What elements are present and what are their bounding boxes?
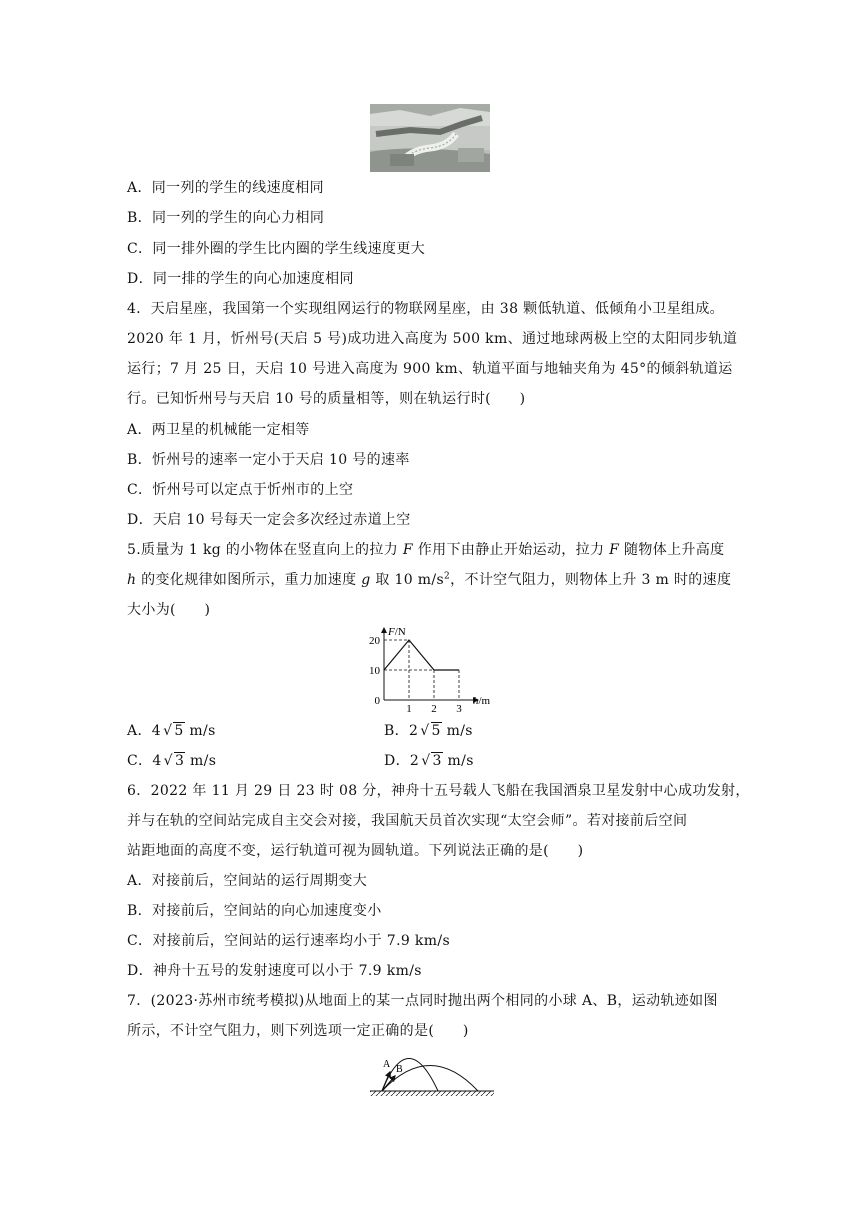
students-formation-photo bbox=[370, 104, 490, 172]
q6-option-d: D．神舟十五号的发射速度可以小于 7.9 km/s bbox=[127, 963, 422, 979]
x-tick-3: 3 bbox=[456, 703, 462, 715]
y-axis-label: F/N bbox=[388, 626, 406, 638]
y-tick-20: 20 bbox=[369, 635, 380, 647]
ball-a-label: A bbox=[383, 1059, 391, 1070]
q5-option-b: B．2 √ 5 m/s bbox=[384, 723, 473, 739]
q3-option-c: C．同一排外圈的学生比内圈的学生线速度更大 bbox=[127, 241, 426, 257]
y-tick-10: 10 bbox=[369, 665, 380, 677]
q6-option-b: B．对接前后，空间站的向心加速度变小 bbox=[127, 903, 382, 919]
q4-stem-line-1: 4．天启星座，我国第一个实现组网运行的物联网星座，由 38 颗低轨道、低倾角小卫星组成。 bbox=[127, 301, 725, 317]
q5-stem-line-1: 5.质量为 1 kg 的小物体在竖直向上的拉力 F 作用下由静止开始运动，拉力 F 随物体上升高度 bbox=[127, 542, 725, 558]
q6-option-c: C．对接前后，空间站的运行速率均小于 7.9 km/s bbox=[127, 933, 450, 949]
q6-stem-line-3: 站距地面的高度不变，运行轨道可视为圆轨道。下列说法正确的是( ) bbox=[127, 843, 584, 859]
x-tick-2: 2 bbox=[431, 703, 437, 715]
q4-option-d: D．天启 10 号每天一定会多次经过赤道上空 bbox=[127, 512, 411, 528]
q5-stem-line-2: h 的变化规律如图所示，重力加速度 g 取 10 $m/s^2$，不计空气阻力，则物体上升 3 m 时的速度 bbox=[127, 571, 732, 588]
q5-option-a: A．4 √ 5 m/s bbox=[127, 723, 216, 739]
ball-b-label: B bbox=[396, 1064, 403, 1075]
q3-option-b: B．同一列的学生的向心力相同 bbox=[127, 210, 325, 226]
q3-option-a: A．同一列的学生的线速度相同 bbox=[127, 180, 325, 196]
q7-trajectory-figure bbox=[368, 1044, 498, 1100]
q5-stem-line-3: 大小为( ) bbox=[127, 602, 211, 618]
q7-stem-line-2: 所示，不计空气阻力，则下列选项一定正确的是( ) bbox=[127, 1023, 469, 1039]
x-tick-1: 1 bbox=[406, 703, 412, 715]
q5-option-d: D．2 √ 3 m/s bbox=[384, 753, 474, 769]
q4-option-c: C．忻州号可以定点于忻州市的上空 bbox=[127, 482, 354, 498]
q4-stem-line-4: 行。已知忻州号与天启 10 号的质量相等，则在轨运行时( ) bbox=[127, 391, 526, 407]
x-axis-label: h/m bbox=[473, 695, 491, 707]
q4-stem-line-2: 2020 年 1 月，忻州号(天启 5 号)成功进入高度为 500 km、通过地球两极上空的太阳同步轨道 bbox=[127, 331, 738, 347]
q6-stem-line-2: 并与在轨的空间站完成自主交会对接，我国航天员首次实现“太空会师”。若对接前后空间 bbox=[127, 813, 688, 829]
q5-option-c: C．4 √ 3 m/s bbox=[127, 753, 217, 769]
q6-option-a: A．对接前后，空间站的运行周期变大 bbox=[127, 873, 368, 889]
y-tick-0: 0 bbox=[374, 695, 380, 707]
q4-option-b: B．忻州号的速率一定小于天启 10 号的速率 bbox=[127, 452, 410, 468]
q4-stem-line-3: 运行；7 月 25 日，天启 10 号进入高度为 900 km、轨道平面与地轴夹角为 45°的倾斜轨道运 bbox=[127, 361, 733, 377]
q7-stem-line-1: 7．(2023·苏州市统考模拟)从地面上的某一点同时抛出两个相同的小球 A、B，运动轨迹如图 bbox=[127, 993, 718, 1009]
q6-stem-line-1: 6．2022 年 11 月 29 日 23 时 08 分，神舟十五号载人飞船在我国酒泉卫星发射中心成功发射， bbox=[127, 783, 750, 799]
q4-option-a: A．两卫星的机械能一定相等 bbox=[127, 422, 310, 438]
q3-option-d: D．同一排的学生的向心加速度相同 bbox=[127, 271, 354, 287]
q5-force-height-graph bbox=[360, 624, 500, 716]
